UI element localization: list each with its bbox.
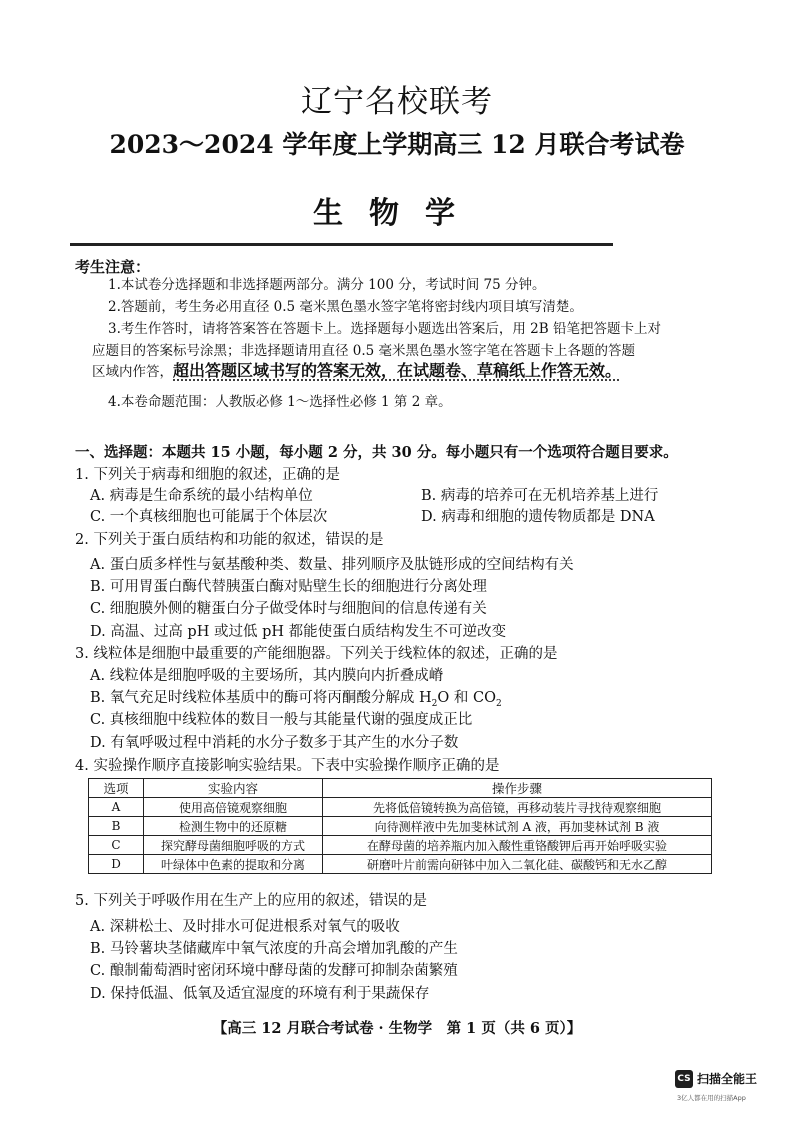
note-3-emphasis: 超出答题区域书写的答案无效，在试题卷、草稿纸上作答无效。 [173, 361, 622, 380]
subscript: 2 [431, 698, 438, 709]
scanner-tagline: 3亿人都在用的扫描App [677, 1094, 746, 1102]
table-cell: 在酵母菌的培养瓶内加入酸性重铬酸钾后再开始呼吸实验 [323, 836, 712, 855]
q3-option-b-mid: O 和 CO [437, 690, 496, 706]
q3-option-d: D. 有氧呼吸过程中消耗的水分子数多于其产生的水分子数 [90, 735, 459, 751]
q5-option-d: D. 保持低温、低氧及适宜湿度的环境有利于果蔬保存 [90, 986, 430, 1002]
q1-option-d: D. 病毒和细胞的遗传物质都是 DNA [421, 509, 655, 525]
table-header-option: 选项 [89, 779, 144, 798]
table-cell: D [89, 855, 144, 874]
subject-title: 生物学 [313, 196, 481, 231]
experiment-table [88, 778, 712, 874]
q5-option-c: C. 酿制葡萄酒时密闭环境中酵母菌的发酵可抑制杂菌繁殖 [90, 963, 458, 979]
section-heading: 一、选择题：本题共 15 小题，每小题 2 分，共 30 分。每小题只有一个选项符合题目要求。 [75, 444, 678, 461]
q2-stem: 2. 下列关于蛋白质结构和功能的叙述，错误的是 [75, 532, 384, 548]
header-divider [70, 243, 613, 246]
q1-stem: 1. 下列关于病毒和细胞的叙述，正确的是 [75, 467, 340, 483]
q4-stem: 4. 实验操作顺序直接影响实验结果。下表中实验操作顺序正确的是 [75, 758, 500, 774]
table-cell: 检测生物中的还原糖 [144, 817, 323, 836]
note-3-line3 [92, 362, 621, 381]
table-cell: A [89, 798, 144, 817]
q2-option-b: B. 可用胃蛋白酶代替胰蛋白酶对贴壁生长的细胞进行分离处理 [90, 579, 487, 595]
note-4: 4.本卷命题范围：人教版必修 1～选择性必修 1 第 2 章。 [108, 394, 452, 410]
q3-option-a: A. 线粒体是细胞呼吸的主要场所，其内膜向内折叠成嵴 [90, 668, 444, 684]
page-footer: 【高三 12 月联合考试卷 · 生物学 第 1 页（共 6 页）】 [212, 1020, 582, 1037]
table-row [89, 855, 712, 874]
q3-option-b [90, 686, 502, 709]
table-cell: 研磨叶片前需向研钵中加入二氧化硅、碳酸钙和无水乙醇 [323, 855, 712, 874]
table-cell: 先将低倍镜转换为高倍镜，再移动装片寻找待观察细胞 [323, 798, 712, 817]
q1-option-a: A. 病毒是生命系统的最小结构单位 [90, 488, 313, 504]
table-cell: 使用高倍镜观察细胞 [144, 798, 323, 817]
subscript: 2 [495, 698, 502, 709]
q3-option-b-text: B. 氧气充足时线粒体基质中的酶可将丙酮酸分解成 H [90, 690, 432, 706]
table-header-content: 实验内容 [144, 779, 323, 798]
table-cell: C [89, 836, 144, 855]
q3-stem: 3. 线粒体是细胞中最重要的产能细胞器。下列关于线粒体的叙述，正确的是 [75, 646, 558, 662]
table-cell: B [89, 817, 144, 836]
exam-paper-title: 2023～2024 学年度上学期高三 12 月联合考试卷 [109, 130, 685, 159]
q2-option-d: D. 高温、过高 pH 或过低 pH 都能使蛋白质结构发生不可逆改变 [90, 624, 507, 640]
note-3-prefix: 区域内作答， [92, 364, 173, 380]
table-row [89, 817, 712, 836]
exam-union-title: 辽宁名校联考 [301, 84, 493, 120]
q5-option-a: A. 深耕松土、及时排水可促进根系对氧气的吸收 [90, 919, 400, 935]
q1-option-c: C. 一个真核细胞也可能属于个体层次 [90, 509, 328, 525]
table-header-row [89, 779, 712, 798]
note-2: 2.答题前，考生务必用直径 0.5 毫米黑色墨水签字笔将密封线内项目填写清楚。 [108, 299, 583, 315]
q5-option-b: B. 马铃薯块茎储藏库中氧气浓度的升高会增加乳酸的产生 [90, 941, 458, 957]
note-1: 1.本试卷分选择题和非选择题两部分。满分 100 分，考试时间 75 分钟。 [108, 277, 546, 293]
table-cell: 向待测样液中先加斐林试剂 A 液，再加斐林试剂 B 液 [323, 817, 712, 836]
q1-option-b: B. 病毒的培养可在无机培养基上进行 [421, 488, 659, 504]
q2-option-c: C. 细胞膜外侧的糖蛋白分子做受体时与细胞间的信息传递有关 [90, 601, 487, 617]
table-header-steps: 操作步骤 [323, 779, 712, 798]
table-row [89, 836, 712, 855]
q3-option-c: C. 真核细胞中线粒体的数目一般与其能量代谢的强度成正比 [90, 712, 473, 728]
note-3-line2: 应题目的答案标号涂黑；非选择题请用直径 0.5 毫米黑色墨水签字笔在答题卡上各题的答题 [92, 343, 636, 359]
scanner-app-name: 扫描全能王 [697, 1072, 758, 1086]
q2-option-a: A. 蛋白质多样性与氨基酸种类、数量、排列顺序及肽链形成的空间结构有关 [90, 557, 574, 573]
q5-stem: 5. 下列关于呼吸作用在生产上的应用的叙述，错误的是 [75, 893, 427, 909]
notes-title: 考生注意： [75, 258, 151, 276]
table-cell: 叶绿体中色素的提取和分离 [144, 855, 323, 874]
table-row [89, 798, 712, 817]
scanner-logo-icon: CS [675, 1070, 693, 1088]
table-cell: 探究酵母菌细胞呼吸的方式 [144, 836, 323, 855]
note-3: 3.考生作答时，请将答案答在答题卡上。选择题每小题选出答案后，用 2B 铅笔把答题卡上对 [108, 321, 661, 337]
